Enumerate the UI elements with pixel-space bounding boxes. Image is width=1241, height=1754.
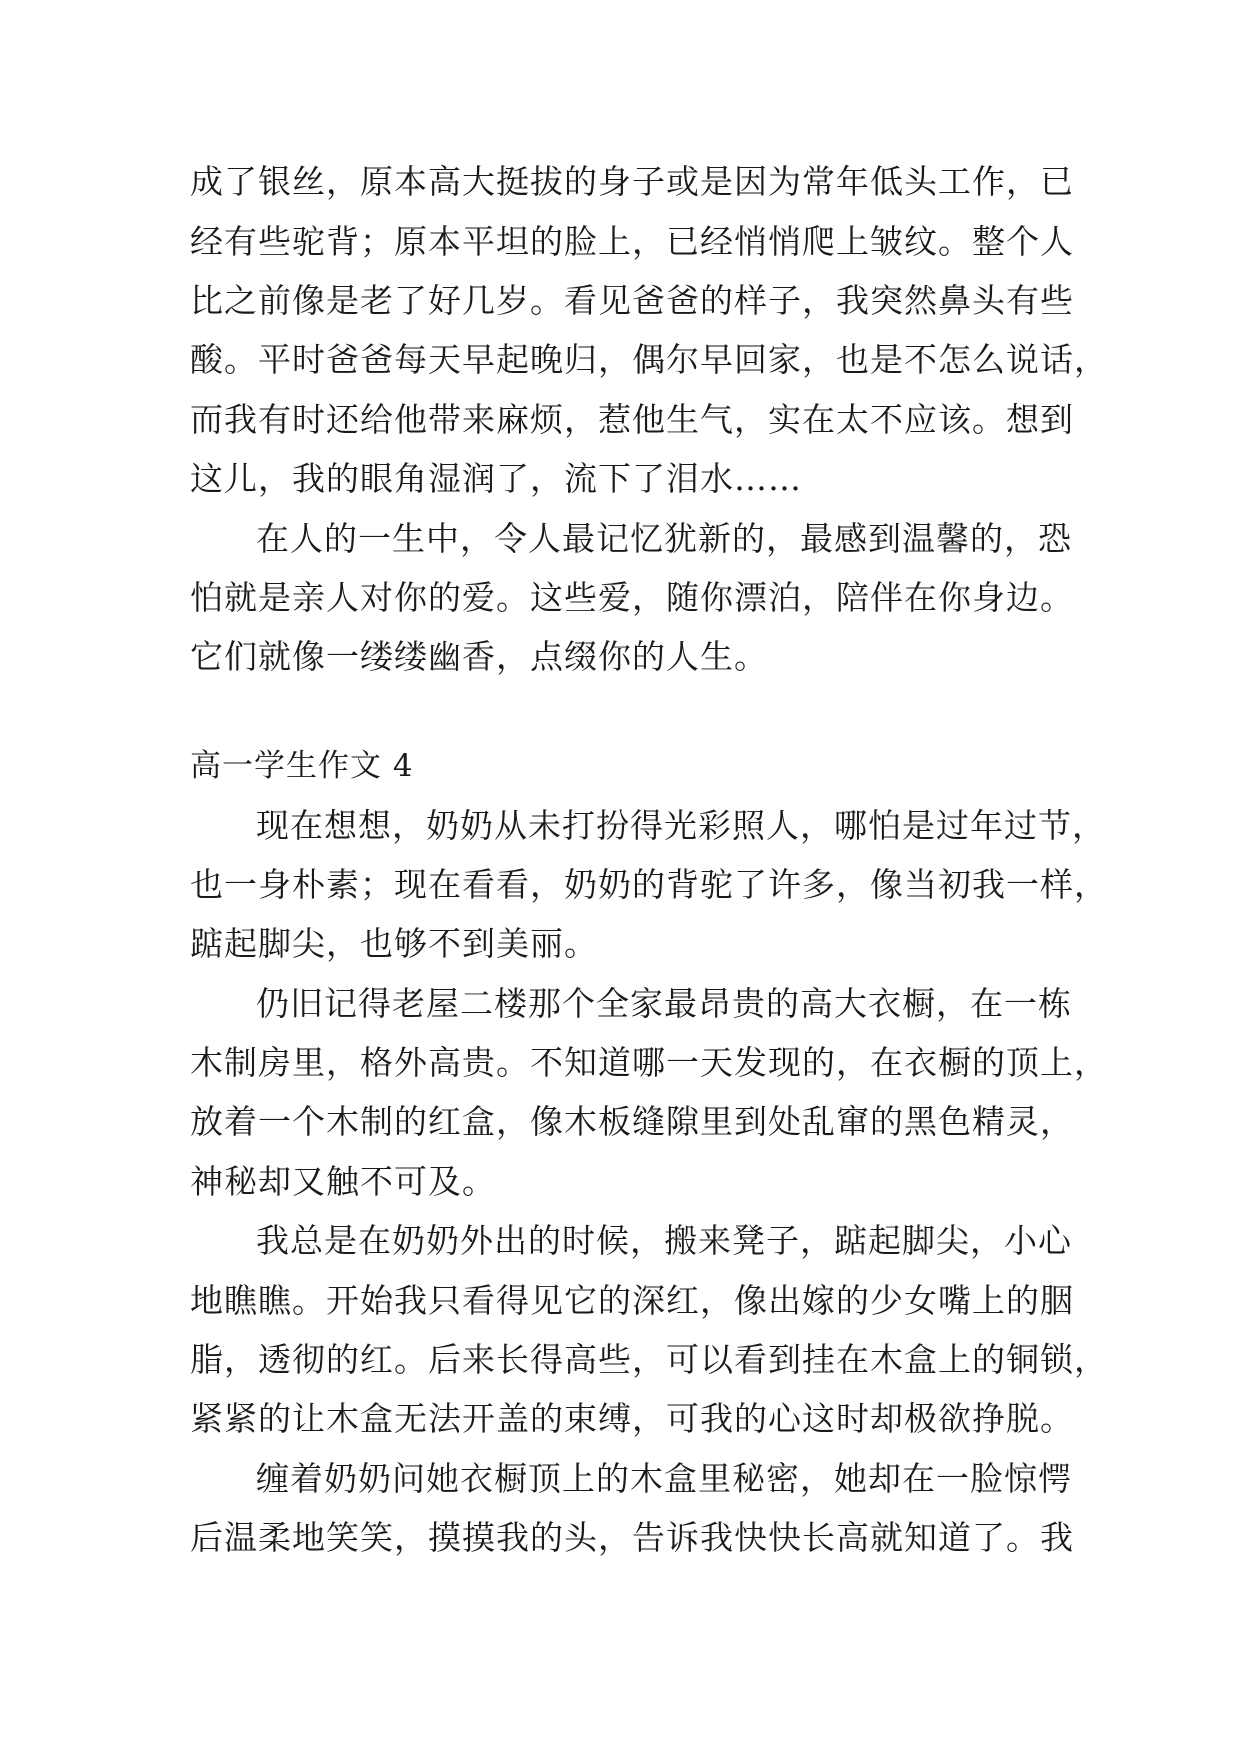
text-line: 神秘却又触不可及。: [190, 1162, 496, 1201]
text-line: 紧紧的让木盒无法开盖的束缚，可我的心这时却极欲挣脱。: [190, 1399, 1074, 1438]
text-line: 仍旧记得老屋二楼那个全家最昂贵的高大衣橱，在一栋: [256, 984, 1072, 1023]
text-line: 怕就是亲人对你的爱。这些爱，随你漂泊，陪伴在你身边。: [190, 578, 1074, 617]
text-line: 经有些驼背；原本平坦的脸上，已经悄悄爬上皱纹。整个人: [190, 222, 1074, 261]
text-line: 它们就像一缕缕幽香，点缀你的人生。: [190, 637, 768, 676]
text-line: 我总是在奶奶外出的时候，搬来凳子，踮起脚尖，小心: [256, 1221, 1072, 1260]
text-line: 木制房里，格外高贵。不知道哪一天发现的，在衣橱的顶上，: [190, 1043, 1108, 1082]
text-line: 现在想想，奶奶从未打扮得光彩照人，哪怕是过年过节，: [256, 806, 1106, 845]
section-heading: 高一学生作文 4: [190, 748, 414, 784]
text-line: 缠着奶奶问她衣橱顶上的木盒里秘密，她却在一脸惊愕: [256, 1459, 1072, 1498]
text-line: 而我有时还给他带来麻烦，惹他生气，实在太不应该。想到: [190, 400, 1074, 439]
text-line: 这儿，我的眼角湿润了，流下了泪水……: [190, 459, 802, 498]
text-line: 成了银丝，原本高大挺拔的身子或是因为常年低头工作，已: [190, 162, 1074, 201]
text-line: 地瞧瞧。开始我只看得见它的深红，像出嫁的少女嘴上的胭: [190, 1281, 1074, 1320]
text-line: 后温柔地笑笑，摸摸我的头，告诉我快快长高就知道了。我: [190, 1518, 1074, 1557]
text-line: 也一身朴素；现在看看，奶奶的背驼了许多，像当初我一样，: [190, 865, 1108, 904]
text-line: 放着一个木制的红盒，像木板缝隙里到处乱窜的黑色精灵，: [190, 1102, 1074, 1141]
text-line: 酸。平时爸爸每天早起晚归，偶尔早回家，也是不怎么说话，: [190, 340, 1108, 379]
text-line: 比之前像是老了好几岁。看见爸爸的样子，我突然鼻头有些: [190, 281, 1074, 320]
text-line: 踮起脚尖，也够不到美丽。: [190, 924, 598, 963]
text-line: 在人的一生中，令人最记忆犹新的，最感到温馨的，恐: [256, 519, 1072, 558]
text-line: 脂，透彻的红。后来长得高些，可以看到挂在木盒上的铜锁，: [190, 1340, 1108, 1379]
